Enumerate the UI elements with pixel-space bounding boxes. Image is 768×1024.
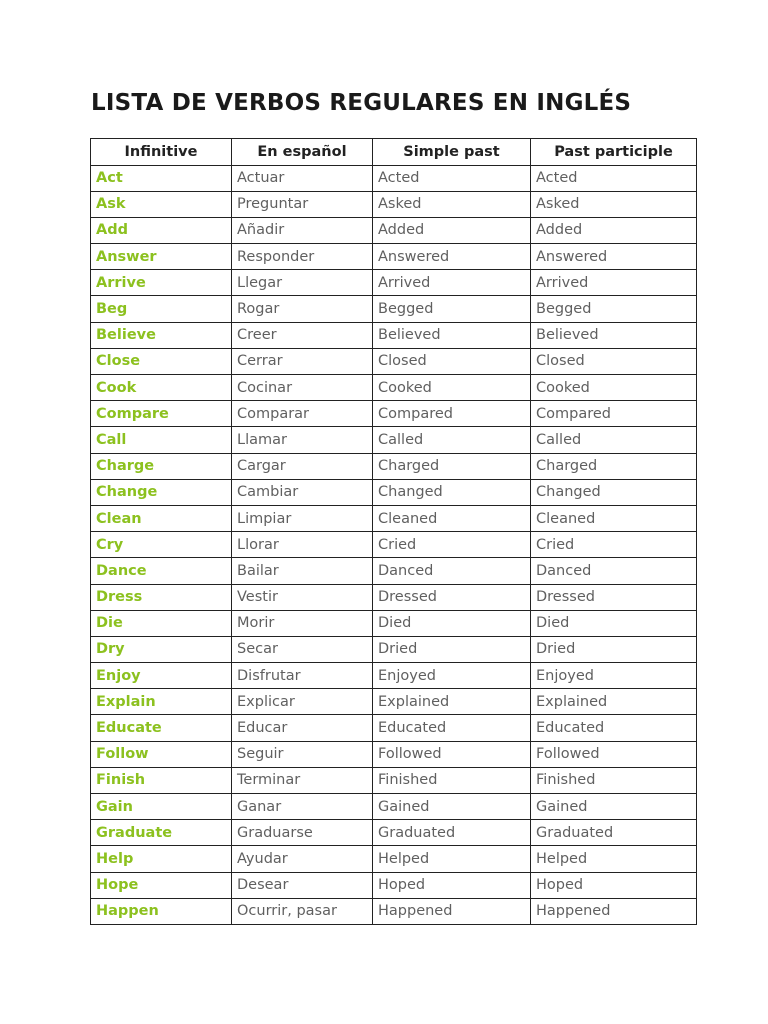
cell-infinitive: Act (91, 165, 232, 191)
cell-spanish: Secar (232, 636, 373, 662)
cell-past-participle: Gained (531, 794, 697, 820)
cell-spanish: Desear (232, 872, 373, 898)
cell-spanish: Cargar (232, 453, 373, 479)
table-row (91, 505, 697, 531)
cell-infinitive: Close (91, 348, 232, 374)
table-row (91, 217, 697, 243)
cell-spanish: Ocurrir, pasar (232, 898, 373, 924)
table-row (91, 375, 697, 401)
cell-simple-past: Cried (373, 532, 531, 558)
cell-infinitive: Hope (91, 872, 232, 898)
cell-infinitive: Believe (91, 322, 232, 348)
cell-simple-past: Begged (373, 296, 531, 322)
table-row (91, 741, 697, 767)
cell-spanish: Seguir (232, 741, 373, 767)
cell-simple-past: Changed (373, 479, 531, 505)
cell-simple-past: Graduated (373, 820, 531, 846)
table-row (91, 532, 697, 558)
cell-past-participle: Asked (531, 191, 697, 217)
cell-spanish: Rogar (232, 296, 373, 322)
cell-spanish: Explicar (232, 689, 373, 715)
cell-past-participle: Danced (531, 558, 697, 584)
table-row (91, 715, 697, 741)
cell-past-participle: Followed (531, 741, 697, 767)
cell-past-participle: Answered (531, 244, 697, 270)
table-row (91, 794, 697, 820)
cell-infinitive: Gain (91, 794, 232, 820)
verbs-table (90, 138, 697, 925)
cell-simple-past: Gained (373, 794, 531, 820)
cell-spanish: Bailar (232, 558, 373, 584)
cell-past-participle: Compared (531, 401, 697, 427)
table-row (91, 296, 697, 322)
cell-past-participle: Changed (531, 479, 697, 505)
cell-past-participle: Explained (531, 689, 697, 715)
table-row (91, 767, 697, 793)
cell-simple-past: Acted (373, 165, 531, 191)
cell-infinitive: Charge (91, 453, 232, 479)
cell-infinitive: Help (91, 846, 232, 872)
cell-infinitive: Arrive (91, 270, 232, 296)
cell-past-participle: Dressed (531, 584, 697, 610)
cell-past-participle: Added (531, 217, 697, 243)
cell-simple-past: Cooked (373, 375, 531, 401)
table-row (91, 348, 697, 374)
table-row (91, 610, 697, 636)
cell-infinitive: Compare (91, 401, 232, 427)
table-row (91, 846, 697, 872)
cell-infinitive: Explain (91, 689, 232, 715)
cell-infinitive: Enjoy (91, 663, 232, 689)
table-row (91, 191, 697, 217)
cell-spanish: Morir (232, 610, 373, 636)
table-body (91, 165, 697, 924)
table-header (91, 139, 697, 166)
cell-spanish: Llamar (232, 427, 373, 453)
cell-past-participle: Helped (531, 846, 697, 872)
cell-past-participle: Charged (531, 453, 697, 479)
cell-spanish: Llegar (232, 270, 373, 296)
table-row (91, 270, 697, 296)
cell-infinitive: Cry (91, 532, 232, 558)
cell-simple-past: Called (373, 427, 531, 453)
cell-simple-past: Dried (373, 636, 531, 662)
cell-simple-past: Dressed (373, 584, 531, 610)
cell-simple-past: Arrived (373, 270, 531, 296)
cell-simple-past: Happened (373, 898, 531, 924)
cell-spanish: Graduarse (232, 820, 373, 846)
cell-simple-past: Educated (373, 715, 531, 741)
table-row (91, 427, 697, 453)
cell-past-participle: Hoped (531, 872, 697, 898)
table-row (91, 872, 697, 898)
cell-infinitive: Dry (91, 636, 232, 662)
cell-spanish: Responder (232, 244, 373, 270)
cell-simple-past: Hoped (373, 872, 531, 898)
cell-infinitive: Follow (91, 741, 232, 767)
cell-past-participle: Closed (531, 348, 697, 374)
cell-infinitive: Call (91, 427, 232, 453)
table-row (91, 322, 697, 348)
cell-past-participle: Educated (531, 715, 697, 741)
cell-spanish: Preguntar (232, 191, 373, 217)
cell-past-participle: Arrived (531, 270, 697, 296)
cell-past-participle: Happened (531, 898, 697, 924)
cell-past-participle: Cleaned (531, 505, 697, 531)
table-row (91, 558, 697, 584)
cell-infinitive: Clean (91, 505, 232, 531)
cell-simple-past: Finished (373, 767, 531, 793)
cell-simple-past: Explained (373, 689, 531, 715)
cell-spanish: Comparar (232, 401, 373, 427)
cell-simple-past: Compared (373, 401, 531, 427)
cell-infinitive: Graduate (91, 820, 232, 846)
cell-spanish: Cocinar (232, 375, 373, 401)
cell-infinitive: Educate (91, 715, 232, 741)
table-row (91, 401, 697, 427)
cell-infinitive: Happen (91, 898, 232, 924)
table-row (91, 689, 697, 715)
table-row (91, 636, 697, 662)
cell-past-participle: Dried (531, 636, 697, 662)
cell-infinitive: Dress (91, 584, 232, 610)
table-row (91, 663, 697, 689)
header-past-participle: Past participle (531, 139, 697, 166)
cell-past-participle: Cried (531, 532, 697, 558)
cell-spanish: Ganar (232, 794, 373, 820)
cell-infinitive: Change (91, 479, 232, 505)
header-simple-past: Simple past (373, 139, 531, 166)
table-row (91, 165, 697, 191)
cell-spanish: Cambiar (232, 479, 373, 505)
cell-past-participle: Graduated (531, 820, 697, 846)
cell-simple-past: Believed (373, 322, 531, 348)
cell-spanish: Ayudar (232, 846, 373, 872)
cell-past-participle: Begged (531, 296, 697, 322)
cell-infinitive: Ask (91, 191, 232, 217)
header-row (91, 139, 697, 166)
cell-spanish: Añadir (232, 217, 373, 243)
cell-spanish: Vestir (232, 584, 373, 610)
cell-infinitive: Beg (91, 296, 232, 322)
cell-simple-past: Helped (373, 846, 531, 872)
table-row (91, 479, 697, 505)
cell-infinitive: Dance (91, 558, 232, 584)
cell-simple-past: Asked (373, 191, 531, 217)
table-row (91, 898, 697, 924)
cell-simple-past: Answered (373, 244, 531, 270)
cell-simple-past: Danced (373, 558, 531, 584)
table-row (91, 584, 697, 610)
header-infinitive: Infinitive (91, 139, 232, 166)
cell-simple-past: Died (373, 610, 531, 636)
cell-simple-past: Cleaned (373, 505, 531, 531)
cell-infinitive: Add (91, 217, 232, 243)
cell-spanish: Cerrar (232, 348, 373, 374)
cell-infinitive: Answer (91, 244, 232, 270)
cell-spanish: Educar (232, 715, 373, 741)
table-row (91, 244, 697, 270)
table-row (91, 820, 697, 846)
table-row (91, 453, 697, 479)
cell-spanish: Creer (232, 322, 373, 348)
cell-spanish: Llorar (232, 532, 373, 558)
cell-past-participle: Acted (531, 165, 697, 191)
cell-spanish: Disfrutar (232, 663, 373, 689)
cell-infinitive: Die (91, 610, 232, 636)
cell-past-participle: Finished (531, 767, 697, 793)
cell-spanish: Terminar (232, 767, 373, 793)
cell-past-participle: Enjoyed (531, 663, 697, 689)
cell-simple-past: Closed (373, 348, 531, 374)
cell-spanish: Actuar (232, 165, 373, 191)
cell-past-participle: Died (531, 610, 697, 636)
cell-simple-past: Enjoyed (373, 663, 531, 689)
cell-simple-past: Added (373, 217, 531, 243)
cell-past-participle: Believed (531, 322, 697, 348)
cell-past-participle: Cooked (531, 375, 697, 401)
cell-past-participle: Called (531, 427, 697, 453)
cell-infinitive: Cook (91, 375, 232, 401)
cell-simple-past: Followed (373, 741, 531, 767)
page-title: LISTA DE VERBOS REGULARES EN INGLÉS (91, 90, 632, 116)
cell-simple-past: Charged (373, 453, 531, 479)
cell-spanish: Limpiar (232, 505, 373, 531)
cell-infinitive: Finish (91, 767, 232, 793)
header-spanish: En español (232, 139, 373, 166)
